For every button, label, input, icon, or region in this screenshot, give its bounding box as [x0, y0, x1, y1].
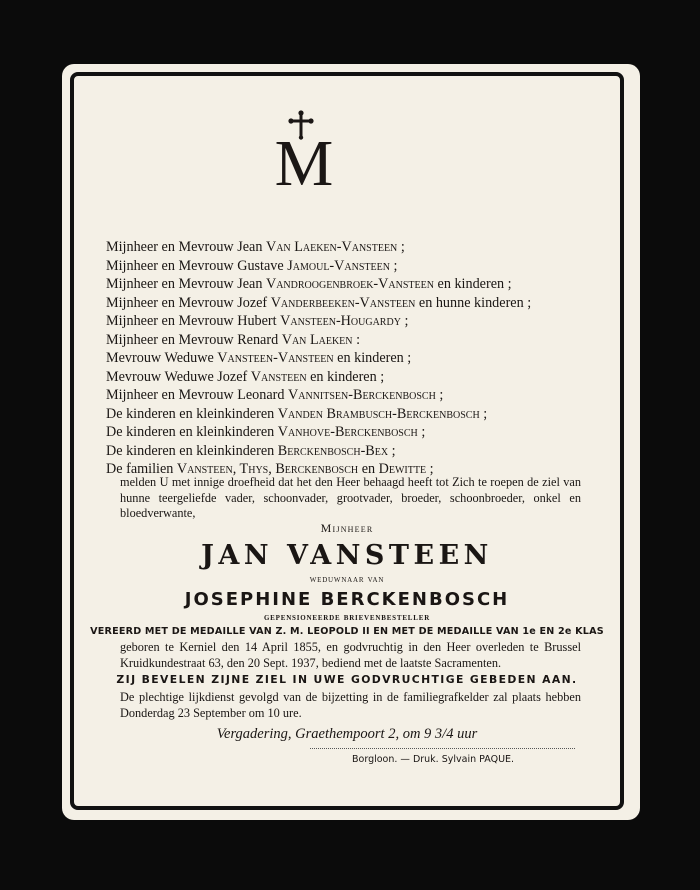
mourner-text: Mevrouw Weduwe Jozef [106, 368, 251, 385]
widower-label: weduwnaar van [309, 574, 385, 585]
family-name: Vanden Brambusch-Berckenbosch [277, 405, 480, 422]
mourner-text: en kinderen ; [433, 276, 512, 292]
mourner-text: en kinderen ; [306, 368, 385, 385]
mourner-text: ; [388, 442, 396, 459]
mourner-line [106, 275, 606, 294]
mourner-line [106, 405, 606, 424]
mourner-text: Mijnheer en Mevrouw Renard [106, 331, 282, 348]
family-name: Vansteen-Hougardy [280, 313, 401, 329]
family-name: Vannitsen-Berckenbosch [288, 387, 436, 403]
mourner-line [106, 386, 606, 405]
family-name: Vandroogenbroek-Vansteen [265, 276, 434, 292]
family-name: Vansteen, Thys, Berckenbosch [176, 461, 359, 477]
life-details: geboren te Kerniel den 14 April 1855, en godvruchtig in den Heer overleden te Brussel Kruidkundestraat 63, den 20 Sept. 1937, bediend met de laatste Sacramenten. [120, 640, 581, 670]
mourner-text: en kinderen ; [333, 350, 412, 366]
mourner-text: De kinderen en kleinkinderen [106, 424, 278, 440]
mourner-line [106, 257, 606, 276]
mourner-text: De kinderen en kleinkinderen [106, 405, 278, 422]
mourner-text: : [352, 331, 361, 348]
mourner-text: Mijnheer en Mevrouw Jean [106, 276, 266, 292]
family-name: Vansteen-Vansteen [217, 350, 334, 366]
mourners-list [106, 238, 606, 479]
occupation: gepensioneerde brievenbesteller [263, 612, 431, 623]
mourner-line [106, 442, 606, 461]
mourner-text: ; [435, 387, 444, 403]
mourner-text: ; [479, 405, 488, 422]
family-name: Vanderbeeken-Vansteen [270, 294, 416, 311]
wife-name: JOSEPHINE BERCKENBOSCH [184, 589, 510, 610]
mourner-line [106, 349, 606, 368]
mourner-text: De familien [106, 461, 177, 477]
mourner-text: Mevrouw Weduwe [106, 350, 218, 366]
prayer-line: ZIJ BEVELEN ZIJNE ZIEL IN UWE GODVRUCHTIGE GEBEDEN AAN. [116, 673, 578, 686]
mourner-text: Mijnheer en Mevrouw Jean [106, 239, 266, 255]
mourner-text: Mijnheer en Mevrouw Gustave [106, 257, 288, 274]
family-name: Vansteen [250, 368, 307, 385]
mourner-text: ; [389, 257, 398, 274]
printer-credit: Borgloon. — Druk. Sylvain PAQUE. [352, 754, 515, 765]
monogram-letter: M [274, 127, 332, 200]
meeting-line: Vergadering, Graethempoort 2, om 9 3/4 uur [216, 726, 478, 742]
family-name: Van Laeken [281, 331, 353, 348]
family-name: Berckenbosch-Bex [277, 442, 389, 459]
deceased-name: JAN VANSTEEN [201, 540, 493, 571]
mourner-text: Mijnheer en Mevrouw Hubert [106, 313, 281, 329]
title-label: Mijnheer [320, 521, 374, 535]
mourner-line [106, 238, 606, 257]
family-name: Vanhove-Berckenbosch [277, 424, 418, 440]
mourner-line [106, 312, 606, 331]
announcement-text: melden U met innige droefheid dat het den Heer behaagd heeft tot Zich te roepen de ziel van hunne teergeliefde vader, schoonvader, grootvader, broeder, schoonbroeder, onkel en bloedverwante, [120, 475, 581, 520]
mourner-text: en [358, 461, 379, 477]
honours-line: VEREERD MET DE MEDAILLE VAN Z. M. LEOPOLD II EN MET DE MEDAILLE VAN 1e EN 2e KLAS [90, 626, 604, 637]
mourner-text: en hunne kinderen ; [415, 294, 532, 311]
mourner-text: ; [417, 424, 426, 440]
mourner-line [106, 368, 606, 387]
mourner-text: De kinderen en kleinkinderen [106, 442, 278, 459]
mourner-line [106, 294, 606, 313]
mourner-text: ; [397, 239, 405, 255]
mourner-text: ; [400, 313, 409, 329]
service-details: De plechtige lijkdienst gevolgd van de bijzetting in de familiegrafkelder zal plaats hebben Donderdag 23 September om 10 ure. [120, 690, 581, 720]
mourner-text: ; [426, 461, 434, 477]
mourner-text: Mijnheer en Mevrouw Jozef [106, 294, 271, 311]
family-name: Van Laeken-Vansteen [265, 239, 398, 255]
mourner-line [106, 331, 606, 350]
family-name: Dewitte [378, 461, 427, 477]
family-name: Jamoul-Vansteen [287, 257, 390, 274]
mourner-text: Mijnheer en Mevrouw Leonard [106, 387, 289, 403]
mourner-line [106, 423, 606, 442]
divider-rule [310, 748, 575, 749]
